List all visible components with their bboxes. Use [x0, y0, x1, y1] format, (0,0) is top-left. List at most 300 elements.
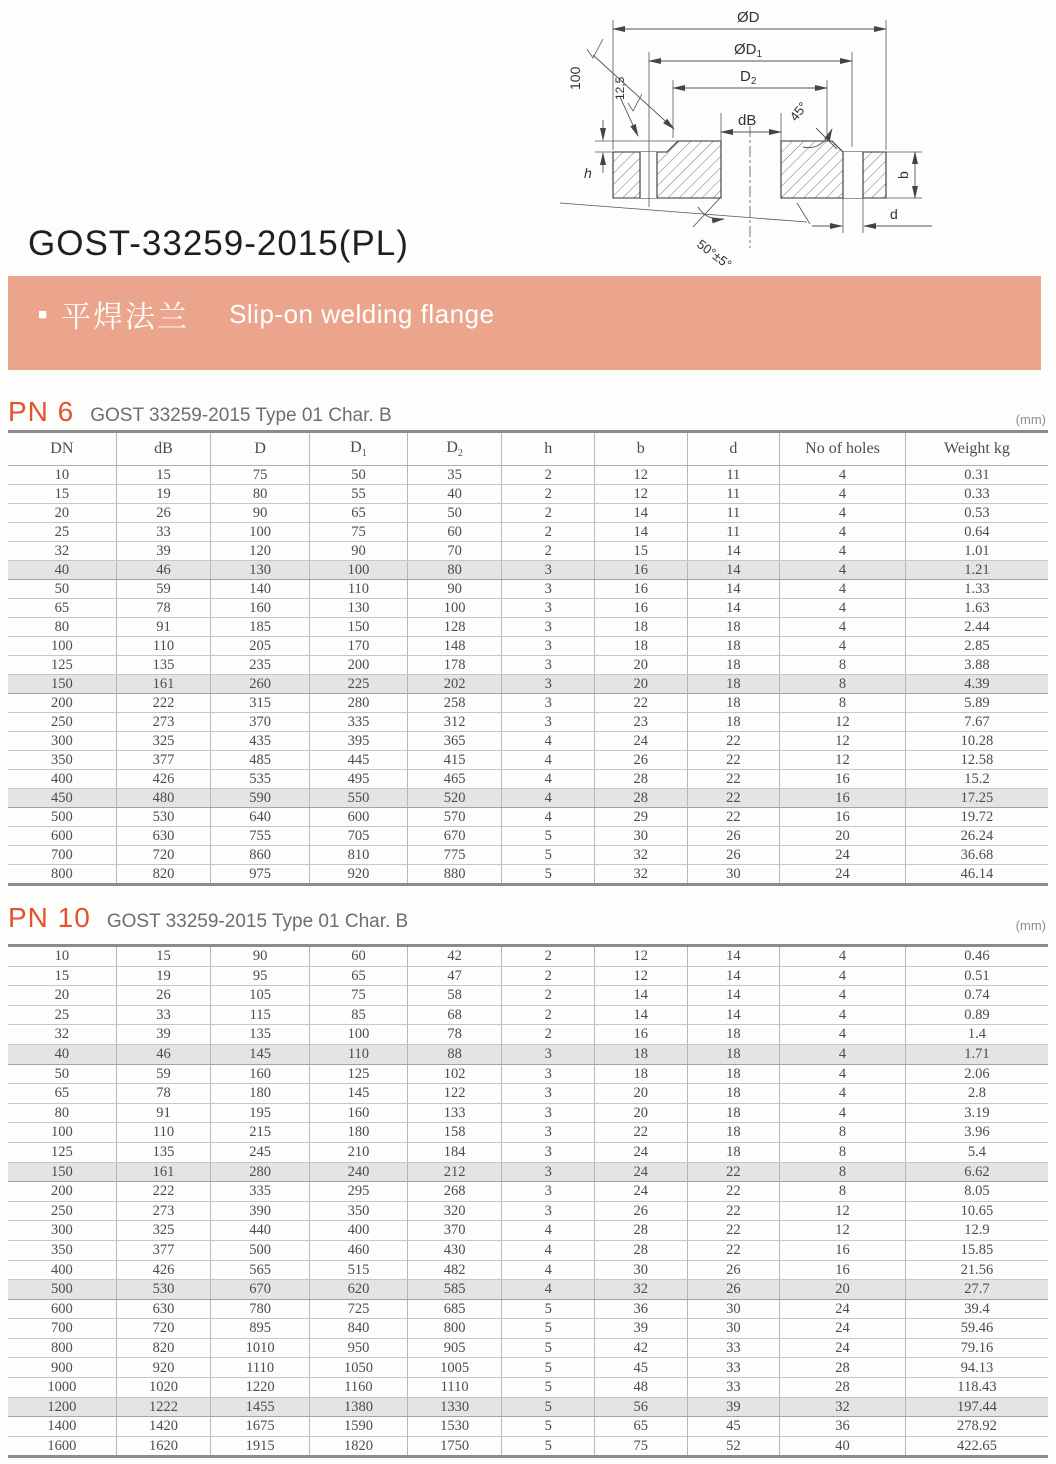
table-cell: 18 [687, 1142, 780, 1162]
table-cell: 5 [502, 846, 595, 865]
table-cell: 5 [502, 1397, 595, 1417]
table-cell: 65 [8, 1084, 116, 1104]
table-cell: 4 [780, 1025, 906, 1045]
table-cell: 1600 [8, 1436, 116, 1457]
table-cell: 3 [502, 1044, 595, 1064]
table-cell: 150 [8, 1162, 116, 1182]
table-cell: 4.39 [905, 675, 1048, 694]
table-cell: 50 [310, 466, 408, 485]
table-cell: 110 [310, 1044, 408, 1064]
column-header: h [502, 432, 595, 466]
table-cell: 4 [502, 789, 595, 808]
table-cell: 17.25 [905, 789, 1048, 808]
table-cell: 150 [310, 618, 408, 637]
table-cell: 12.9 [905, 1221, 1048, 1241]
table-cell: 22 [687, 1240, 780, 1260]
table-cell: 4 [780, 1064, 906, 1084]
table-cell: 22 [687, 1221, 780, 1241]
table-cell: 78 [116, 1084, 211, 1104]
table-row [8, 580, 1048, 599]
table-cell: 422.65 [905, 1436, 1048, 1457]
table-cell: 245 [211, 1142, 310, 1162]
table-cell: 10.28 [905, 732, 1048, 751]
table-cell: 160 [310, 1103, 408, 1123]
table-cell: 22 [687, 1182, 780, 1202]
table-cell: 28 [595, 1221, 688, 1241]
table-cell: 4 [502, 751, 595, 770]
table-cell: 530 [116, 1280, 211, 1300]
table-cell: 20 [8, 504, 116, 523]
table-cell: 395 [310, 732, 408, 751]
table-cell: 7.67 [905, 713, 1048, 732]
table-cell: 1.01 [905, 542, 1048, 561]
table-cell: 280 [310, 694, 408, 713]
table-cell: 35 [407, 466, 502, 485]
table-cell: 33 [687, 1358, 780, 1378]
table-row [8, 656, 1048, 675]
table-cell: 90 [407, 580, 502, 599]
pn6-label: PN 6 [8, 396, 75, 427]
table-cell: 12 [780, 713, 906, 732]
table-cell: 25 [8, 1005, 116, 1025]
flange-drawing-svg [560, 0, 1056, 273]
table-cell: 50 [8, 1064, 116, 1084]
table-cell: 435 [211, 732, 310, 751]
table-cell: 2 [502, 523, 595, 542]
header-row [8, 432, 1048, 466]
table-cell: 102 [407, 1064, 502, 1084]
table-cell: 22 [595, 694, 688, 713]
table-cell: 1020 [116, 1378, 211, 1398]
table-cell: 400 [8, 1260, 116, 1280]
table-cell: 24 [780, 865, 906, 885]
table-cell: 4 [780, 485, 906, 504]
table-row [8, 1005, 1048, 1025]
table-cell: 33 [116, 523, 211, 542]
table-cell: 2.44 [905, 618, 1048, 637]
table-cell: 2.85 [905, 637, 1048, 656]
table-row [8, 1280, 1048, 1300]
table-cell: 128 [407, 618, 502, 637]
table-cell: 18 [595, 618, 688, 637]
table-cell: 75 [310, 986, 408, 1006]
table-cell: 56 [595, 1397, 688, 1417]
table-cell: 14 [687, 580, 780, 599]
table-cell: 33 [116, 1005, 211, 1025]
table-cell: 3.88 [905, 656, 1048, 675]
table-cell: 178 [407, 656, 502, 675]
table-cell: 15 [8, 966, 116, 986]
table-cell: 8 [780, 656, 906, 675]
table-cell: 2 [502, 504, 595, 523]
table-row [8, 485, 1048, 504]
table-cell: 12.58 [905, 751, 1048, 770]
table-cell: 195 [211, 1103, 310, 1123]
table-cell: 300 [8, 1221, 116, 1241]
table-cell: 8 [780, 1123, 906, 1143]
table-cell: 15 [595, 542, 688, 561]
table-row [8, 694, 1048, 713]
table-cell: 335 [310, 713, 408, 732]
table-cell: 4 [780, 599, 906, 618]
table-cell: 32 [595, 865, 688, 885]
table-cell: 14 [687, 986, 780, 1006]
table-cell: 58 [407, 986, 502, 1006]
table-cell: 24 [595, 1142, 688, 1162]
table-cell: 920 [310, 865, 408, 885]
table-cell: 75 [595, 1436, 688, 1457]
table-cell: 0.31 [905, 466, 1048, 485]
table-row [8, 1240, 1048, 1260]
table-cell: 59 [116, 1064, 211, 1084]
table-cell: 273 [116, 1201, 211, 1221]
table-cell: 4 [780, 1044, 906, 1064]
table-cell: 585 [407, 1280, 502, 1300]
table-cell: 50 [407, 504, 502, 523]
table-cell: 15 [116, 946, 211, 967]
table-cell: 5.89 [905, 694, 1048, 713]
table-cell: 860 [211, 846, 310, 865]
table-cell: 148 [407, 637, 502, 656]
table-cell: 91 [116, 618, 211, 637]
table-cell: 40 [780, 1436, 906, 1457]
table-cell: 12 [595, 946, 688, 967]
table-cell: 4 [502, 770, 595, 789]
table-cell: 3 [502, 656, 595, 675]
table-cell: 45 [687, 1417, 780, 1437]
table-cell: 5.4 [905, 1142, 1048, 1162]
pn10-table [8, 944, 1048, 1458]
table-cell: 30 [687, 1299, 780, 1319]
table-row [8, 637, 1048, 656]
table-cell: 1.33 [905, 580, 1048, 599]
table-cell: 225 [310, 675, 408, 694]
table-cell: 775 [407, 846, 502, 865]
table-cell: 85 [310, 1005, 408, 1025]
table-cell: 3 [502, 675, 595, 694]
table-cell: 3 [502, 580, 595, 599]
table-row [8, 986, 1048, 1006]
table-cell: 2 [502, 466, 595, 485]
table-row [8, 1123, 1048, 1143]
table-cell: 1.4 [905, 1025, 1048, 1045]
table-row [8, 1162, 1048, 1182]
table-cell: 18 [687, 694, 780, 713]
table-cell: 350 [310, 1201, 408, 1221]
table-cell: 18 [687, 1064, 780, 1084]
column-header: D [211, 432, 310, 466]
table-cell: 26 [595, 1201, 688, 1221]
table-cell: 118.43 [905, 1378, 1048, 1398]
table-cell: 18 [595, 637, 688, 656]
table-cell: 18 [687, 713, 780, 732]
table-cell: 75 [211, 466, 310, 485]
table-cell: 630 [116, 827, 211, 846]
table-cell: 210 [310, 1142, 408, 1162]
dim-label-d2: $D_2$ [740, 68, 757, 87]
table-cell: 46 [116, 1044, 211, 1064]
table-cell: 25 [8, 523, 116, 542]
table-cell: 465 [407, 770, 502, 789]
table-cell: 32 [595, 1280, 688, 1300]
table-cell: 27.7 [905, 1280, 1048, 1300]
table-cell: 115 [211, 1005, 310, 1025]
table-cell: 4 [780, 1084, 906, 1104]
table-cell: 200 [8, 694, 116, 713]
table-cell: 500 [8, 808, 116, 827]
table-cell: 800 [8, 1338, 116, 1358]
table-cell: 180 [310, 1123, 408, 1143]
square-bullet-icon: ■ [38, 305, 48, 323]
table-cell: 530 [116, 808, 211, 827]
table-cell: 100 [310, 1025, 408, 1045]
table-cell: 2.8 [905, 1084, 1048, 1104]
table-cell: 94.13 [905, 1358, 1048, 1378]
table-cell: 65 [310, 504, 408, 523]
table-cell: 1200 [8, 1397, 116, 1417]
table-cell: 28 [780, 1358, 906, 1378]
table-cell: 370 [211, 713, 310, 732]
table-cell: 46 [116, 561, 211, 580]
table-cell: 670 [407, 827, 502, 846]
table-cell: 8 [780, 694, 906, 713]
table-cell: 920 [116, 1358, 211, 1378]
table-cell: 160 [211, 599, 310, 618]
table-row [8, 966, 1048, 986]
table-cell: 415 [407, 751, 502, 770]
table-cell: 28 [595, 789, 688, 808]
table-cell: 22 [687, 732, 780, 751]
table-cell: 5 [502, 827, 595, 846]
table-cell: 430 [407, 1240, 502, 1260]
table-cell: 78 [407, 1025, 502, 1045]
table-cell: 3 [502, 1182, 595, 1202]
table-cell: 1420 [116, 1417, 211, 1437]
table-cell: 145 [211, 1044, 310, 1064]
table-cell: 10 [8, 946, 116, 967]
table-cell: 24 [780, 1299, 906, 1319]
table-cell: 0.33 [905, 485, 1048, 504]
table-cell: 426 [116, 1260, 211, 1280]
table-cell: 2 [502, 986, 595, 1006]
table-row [8, 1378, 1048, 1398]
table-cell: 30 [687, 1319, 780, 1339]
table-cell: 16 [780, 770, 906, 789]
table-cell: 100 [8, 1123, 116, 1143]
table-cell: 900 [8, 1358, 116, 1378]
banner-title-chinese: 平焊法兰 [61, 301, 190, 334]
table-cell: 125 [310, 1064, 408, 1084]
table-cell: 133 [407, 1103, 502, 1123]
table-cell: 28 [595, 770, 688, 789]
table-cell: 14 [687, 599, 780, 618]
table-cell: 18 [687, 1044, 780, 1064]
table-cell: 5 [502, 1338, 595, 1358]
dim-label-bevel: 50°±5° [694, 236, 735, 273]
table-row [8, 1260, 1048, 1280]
table-row [8, 1103, 1048, 1123]
pn10-unit: (mm) [1015, 918, 1046, 933]
table-cell: 6.62 [905, 1162, 1048, 1182]
table-cell: 235 [211, 656, 310, 675]
flange-technical-drawing [560, 0, 1056, 273]
table-cell: 4 [780, 946, 906, 967]
table-row [8, 1319, 1048, 1339]
table-cell: 2 [502, 966, 595, 986]
table-cell: 22 [687, 1162, 780, 1182]
table-cell: 670 [211, 1280, 310, 1300]
table-row [8, 1397, 1048, 1417]
table-cell: 3 [502, 1123, 595, 1143]
table-cell: 20 [595, 1084, 688, 1104]
table-cell: 4 [780, 637, 906, 656]
table-cell: 22 [687, 770, 780, 789]
table-cell: 52 [687, 1436, 780, 1457]
table-cell: 273 [116, 713, 211, 732]
table-cell: 180 [211, 1084, 310, 1104]
table-row [8, 1182, 1048, 1202]
table-cell: 20 [595, 1103, 688, 1123]
section-header-pn10 [8, 902, 1048, 940]
table-cell: 59 [116, 580, 211, 599]
table-cell: 15 [116, 466, 211, 485]
table-cell: 135 [116, 656, 211, 675]
table-cell: 14 [687, 966, 780, 986]
table-cell: 440 [211, 1221, 310, 1241]
banner-title-english: Slip-on welding flange [229, 298, 495, 329]
table-cell: 800 [8, 865, 116, 885]
table-cell: 105 [211, 986, 310, 1006]
table-cell: 400 [310, 1221, 408, 1241]
table-cell: 8 [780, 1162, 906, 1182]
pn10-spec: GOST 33259-2015 Type 01 Char. B [106, 911, 409, 932]
table-row [8, 1044, 1048, 1064]
table-cell: 135 [116, 1142, 211, 1162]
table-cell: 2 [502, 1005, 595, 1025]
table-row [8, 1221, 1048, 1241]
table-cell: 222 [116, 1182, 211, 1202]
table-cell: 26 [116, 504, 211, 523]
table-cell: 4 [502, 808, 595, 827]
table-cell: 18 [687, 1103, 780, 1123]
table-cell: 4 [780, 523, 906, 542]
table-cell: 4 [780, 1103, 906, 1123]
table-cell: 725 [310, 1299, 408, 1319]
table-cell: 258 [407, 694, 502, 713]
table-cell: 36 [780, 1417, 906, 1437]
table-row [8, 1358, 1048, 1378]
table-cell: 150 [8, 675, 116, 694]
table-cell: 260 [211, 675, 310, 694]
table-cell: 1.71 [905, 1044, 1048, 1064]
table-cell: 4 [780, 561, 906, 580]
table-cell: 700 [8, 1319, 116, 1339]
table-cell: 3 [502, 599, 595, 618]
table-cell: 26 [116, 986, 211, 1006]
table-cell: 12 [780, 751, 906, 770]
table-cell: 755 [211, 827, 310, 846]
section-header-pn6 [8, 396, 1048, 434]
table-cell: 820 [116, 865, 211, 885]
table-cell: 4 [780, 542, 906, 561]
table-cell: 78 [116, 599, 211, 618]
column-header: dB [116, 432, 211, 466]
table-cell: 4 [502, 1221, 595, 1241]
table-cell: 14 [595, 523, 688, 542]
table-cell: 80 [211, 485, 310, 504]
table-cell: 14 [595, 1005, 688, 1025]
table-cell: 4 [780, 580, 906, 599]
table-cell: 1455 [211, 1397, 310, 1417]
table-row [8, 618, 1048, 637]
table-cell: 14 [687, 1005, 780, 1025]
pn10-label: PN 10 [8, 902, 91, 933]
table-cell: 12 [595, 485, 688, 504]
table-cell: 820 [116, 1338, 211, 1358]
table-cell: 16 [780, 1240, 906, 1260]
table-cell: 5 [502, 1319, 595, 1339]
table-cell: 2 [502, 542, 595, 561]
table-cell: 325 [116, 732, 211, 751]
table-row [8, 523, 1048, 542]
table-cell: 365 [407, 732, 502, 751]
table-cell: 161 [116, 1162, 211, 1182]
table-cell: 26 [687, 1260, 780, 1280]
table-cell: 4 [780, 1005, 906, 1025]
table-cell: 110 [116, 637, 211, 656]
table-cell: 50 [8, 580, 116, 599]
table-cell: 600 [8, 827, 116, 846]
roughness-label-12-5: 12,5 [613, 76, 627, 100]
column-header: No of holes [780, 432, 906, 466]
table-cell: 2 [502, 946, 595, 967]
table-cell: 3 [502, 1084, 595, 1104]
table-cell: 14 [595, 986, 688, 1006]
table-cell: 780 [211, 1299, 310, 1319]
column-header: DN [8, 432, 116, 466]
table-row [8, 846, 1048, 865]
table-cell: 11 [687, 504, 780, 523]
dim-label-d: d [890, 206, 898, 222]
table-cell: 8 [780, 1182, 906, 1202]
table-cell: 0.46 [905, 946, 1048, 967]
table-cell: 482 [407, 1260, 502, 1280]
table-cell: 26 [595, 751, 688, 770]
table-row [8, 1299, 1048, 1319]
table-row [8, 675, 1048, 694]
table-cell: 1750 [407, 1436, 502, 1457]
table-cell: 350 [8, 1240, 116, 1260]
table-cell: 55 [310, 485, 408, 504]
flange-section-shapes [613, 141, 886, 198]
table-cell: 16 [780, 789, 906, 808]
table-cell: 135 [211, 1025, 310, 1045]
column-header: $D_1$ [310, 432, 408, 466]
table-cell: 33 [687, 1378, 780, 1398]
dim-label-od: ØD [737, 9, 760, 26]
table-cell: 1820 [310, 1436, 408, 1457]
table-cell: 4 [780, 986, 906, 1006]
table-cell: 161 [116, 675, 211, 694]
table-cell: 325 [116, 1221, 211, 1241]
table-cell: 75 [310, 523, 408, 542]
table-cell: 16 [780, 1260, 906, 1280]
table-cell: 32 [8, 542, 116, 561]
table-cell: 46.14 [905, 865, 1048, 885]
table-cell: 535 [211, 770, 310, 789]
table-cell: 222 [116, 694, 211, 713]
table-cell: 122 [407, 1084, 502, 1104]
